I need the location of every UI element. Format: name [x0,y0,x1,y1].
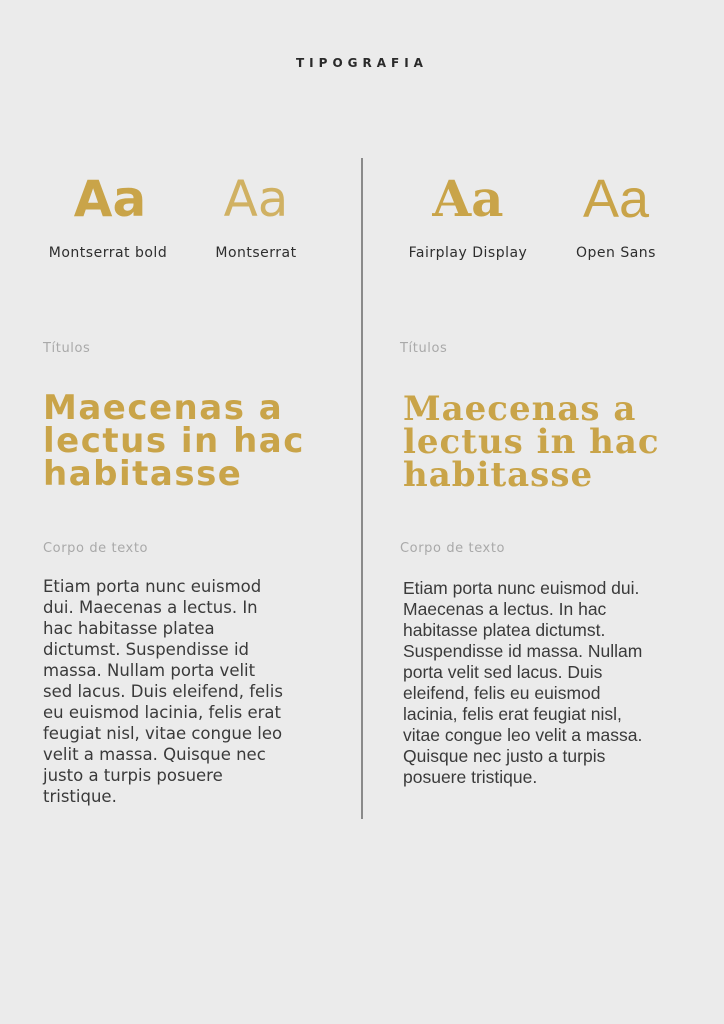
body-line: lacinia, felis erat feugiat nisl, [403,704,622,724]
heading-line: lectus in hac [403,422,660,462]
page-title: TIPOGRAFIA [296,56,428,70]
body-line: velit a massa. Quisque nec [43,745,266,764]
titles-label: Títulos [400,341,448,356]
body-line: porta velit sed lacus. Duis [403,662,603,682]
heading-sample-serif [403,389,703,495]
body-line: justo a turpis posuere [43,766,223,785]
heading-line: habitasse [403,455,594,495]
body-text-label: Corpo de texto [43,541,149,556]
body-line: Maecenas a lectus. In hac [403,599,607,619]
body-line: habitasse platea dictumst. [403,620,606,640]
heading-sample-sans [43,388,353,494]
right-column [363,0,724,1024]
body-line: Quisque nec justo a turpis [403,746,606,766]
heading-line: lectus in hac [43,421,305,461]
body-line: hac habitasse platea [43,619,215,638]
body-line: massa. Nullam porta velit [43,661,256,680]
body-line: Etiam porta nunc euismod dui. [403,578,640,598]
font-sample-open-sans: Aa [582,169,650,229]
font-name-open-sans: Open Sans [576,245,656,261]
font-sample-fairplay-display: Aa [432,169,504,228]
heading-line: Maecenas a [43,388,284,428]
font-name-montserrat-bold: Montserrat bold [48,245,168,261]
titles-label: Títulos [43,341,91,356]
body-line: dictumst. Suspendisse id [43,640,250,659]
body-line: Etiam porta nunc euismod [43,577,262,596]
body-line: posuere tristique. [403,767,538,787]
body-sample-sans [43,576,311,807]
body-line: feugiat nisl, vitae congue leo [43,724,283,743]
font-name-montserrat: Montserrat [215,245,297,261]
body-line: sed lacus. Duis eleifend, felis [43,682,283,701]
heading-line: habitasse [43,454,243,494]
font-sample-montserrat-bold: Aa [73,170,147,228]
body-sample-open-sans [403,578,663,788]
font-name-fairplay-display: Fairplay Display [408,245,528,261]
body-line: eu euismod lacinia, felis erat [43,703,282,722]
heading-line: Maecenas a [403,389,637,429]
body-line: dui. Maecenas a lectus. In [43,598,258,617]
body-line: vitae congue leo velit a massa. [403,725,643,745]
body-line: eleifend, felis eu euismod [403,683,601,703]
font-sample-montserrat: Aa [223,170,289,228]
body-text-label: Corpo de texto [400,541,506,556]
body-line: tristique. [43,787,117,806]
left-column [0,0,361,1024]
body-line: Suspendisse id massa. Nullam [403,641,643,661]
